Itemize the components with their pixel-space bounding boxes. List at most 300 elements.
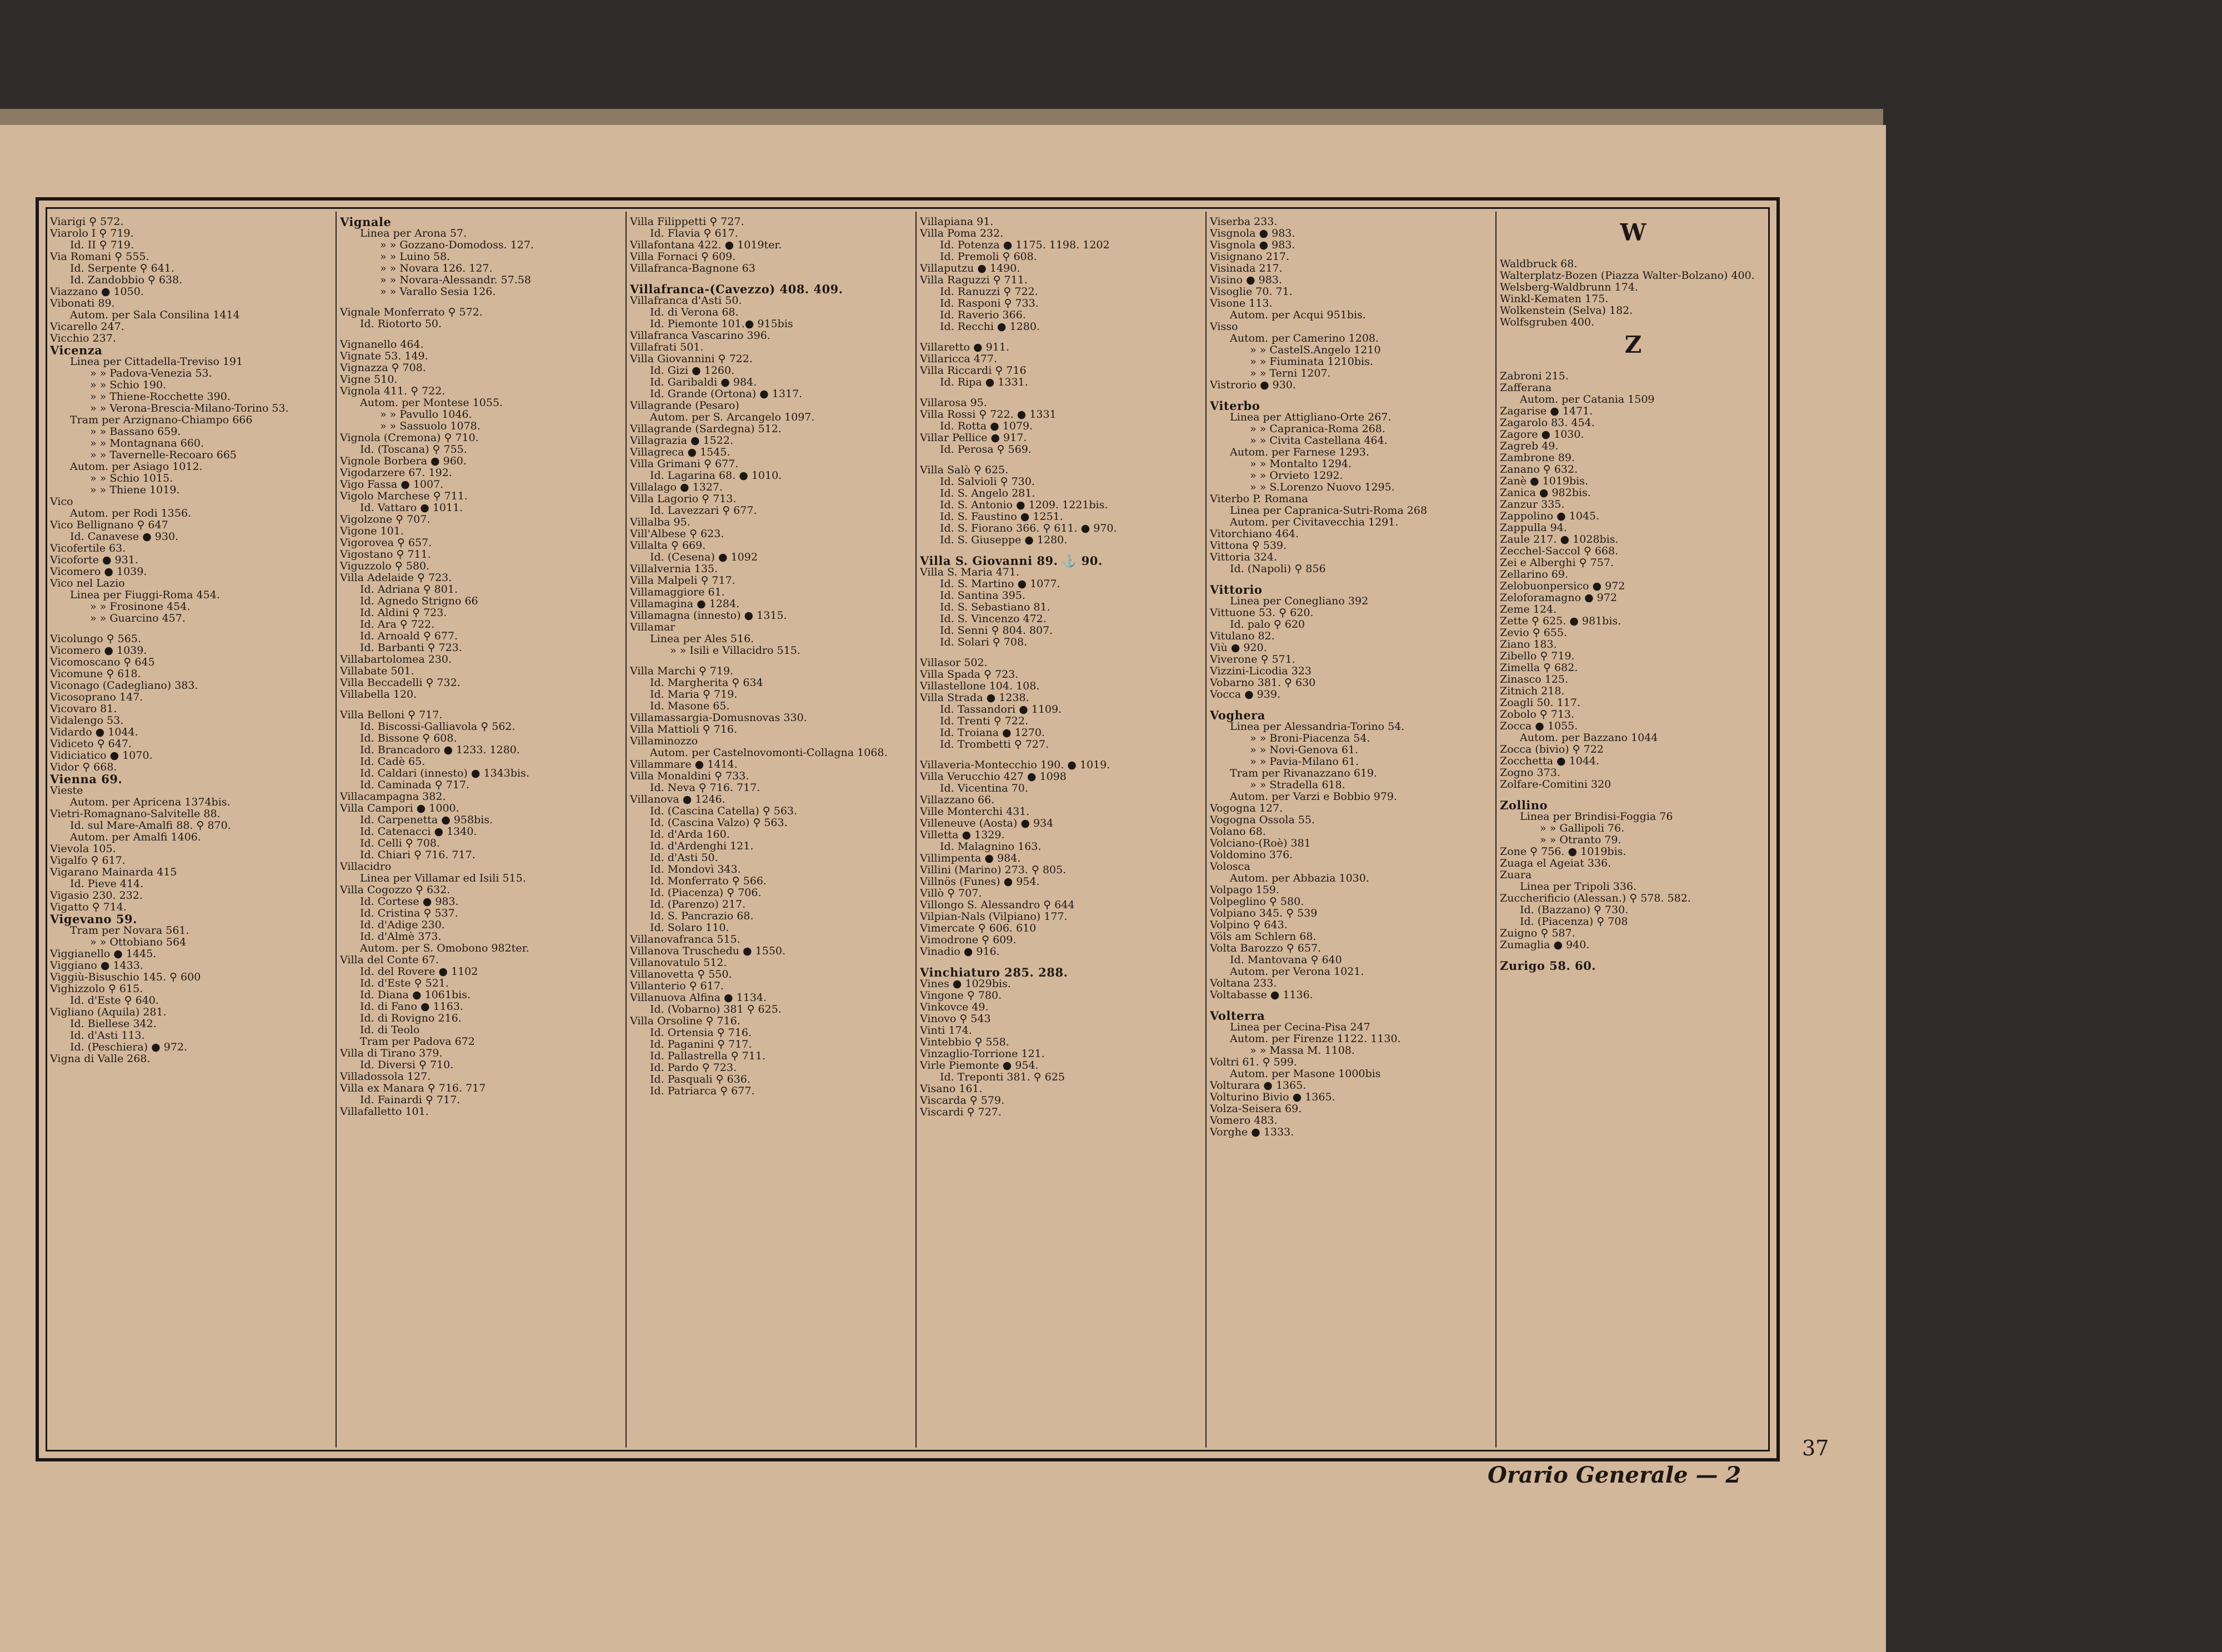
index-entry: Id. Grande (Ortona) ● 1317. — [650, 388, 803, 400]
index-entry: Villagrande (Pesaro) — [630, 399, 739, 412]
index-entry: Vigalfo ⚲ 617. — [50, 854, 126, 867]
index-entry: Zappulla 94. — [1500, 522, 1567, 534]
index-entry: » » Schio 1015. — [90, 472, 173, 484]
index-entry: Viguzzolo ⚲ 580. — [340, 560, 430, 572]
page-number: 37 — [1802, 1436, 1829, 1460]
index-entry: » » Verona-Brescia-Milano-Torino 53. — [90, 402, 289, 414]
index-entry: Villastellone 104. 108. — [920, 680, 1040, 692]
index-entry: Villar Pellice ● 917. — [920, 432, 1027, 444]
index-entry: Autom. per Camerino 1208. — [1230, 332, 1379, 344]
index-entry: Id. S. Faustino ● 1251. — [940, 510, 1063, 523]
index-entry: Vinadio ● 916. — [920, 945, 1000, 958]
index-entry: Villini (Marino) 273. ⚲ 805. — [920, 864, 1067, 876]
index-entry: Villa Rossi ⚲ 722. ● 1331 — [920, 408, 1057, 420]
index-entry: Villa Mattioli ⚲ 716. — [630, 723, 738, 735]
index-entry: Villimpenta ● 984. — [920, 852, 1021, 864]
index-entry: Villaricca 477. — [920, 353, 998, 365]
index-entry: Linea per Tripoli 336. — [1520, 880, 1637, 893]
index-entry: Visso — [1210, 321, 1238, 333]
index-entry: Id. Brancadoro ● 1233. 1280. — [360, 744, 520, 756]
index-entry: Id. Aldini ⚲ 723. — [360, 607, 447, 619]
index-entry: Id. Cortese ● 983. — [360, 895, 459, 908]
index-entry: Vogogna 127. — [1210, 802, 1283, 814]
index-entry: Id. di Verona 68. — [650, 306, 739, 318]
timetable-index-frame — [36, 197, 1780, 1461]
index-entry: Villalvernia 135. — [630, 563, 718, 575]
index-entry: Vignola (Cremona) ⚲ 710. — [340, 432, 479, 444]
index-entry: Zaule 217. ● 1028bis. — [1500, 533, 1619, 545]
index-entry: Id. S. Antonio ● 1209. 1221bis. — [940, 499, 1108, 511]
index-entry: Villafranca-Bagnone 63 — [630, 262, 755, 274]
column-divider — [915, 212, 917, 1448]
index-entry: Linea per Alessandria-Torino 54. — [1230, 720, 1405, 733]
index-entry: Voltri 61. ⚲ 599. — [1210, 1056, 1297, 1068]
index-entry: Id. Lavezzari ⚲ 677. — [650, 504, 757, 517]
index-entry: Zuara — [1500, 869, 1532, 881]
index-entry: Voltabasse ● 1136. — [1210, 989, 1313, 1001]
index-entry: Autom. per Catania 1509 — [1520, 393, 1655, 406]
index-entry: Vigolzone ⚲ 707. — [340, 513, 431, 525]
index-entry: Vico nel Lazio — [50, 577, 125, 589]
index-entry: Via Romani ⚲ 555. — [50, 251, 149, 263]
index-entry: Id. Mantovana ⚲ 640 — [1230, 954, 1342, 966]
index-entry: Vingone ⚲ 780. — [920, 989, 1002, 1002]
index-entry: Vigasio 230. 232. — [50, 889, 143, 902]
index-entry: Linea per Villamar ed Isili 515. — [360, 872, 526, 884]
index-entry: Id. (Napoli) ⚲ 856 — [1230, 563, 1326, 575]
index-heading: Voghera — [1210, 708, 1265, 722]
index-entry: Vittona ⚲ 539. — [1210, 539, 1287, 552]
index-entry: Tram per Novara 561. — [70, 924, 189, 937]
index-entry: Zagarise ● 1471. — [1500, 405, 1593, 417]
index-entry: Villaputzu ● 1490. — [920, 262, 1020, 274]
index-entry: Id. Ripa ● 1331. — [940, 376, 1028, 388]
index-entry: » » Guarcino 457. — [90, 612, 186, 624]
index-entry: Id. Piemonte 101.● 915bis — [650, 318, 793, 330]
index-entry: Id. Lagarina 68. ● 1010. — [650, 469, 782, 482]
index-entry: Villa Campori ● 1000. — [340, 802, 459, 814]
column-divider — [1205, 212, 1207, 1448]
index-entry: Vicosoprano 147. — [50, 691, 143, 703]
index-entry: Vietri-Romagnano-Salvitelle 88. — [50, 808, 221, 820]
index-entry: Villamagina ● 1284. — [630, 598, 740, 610]
index-entry: Vigna di Valle 268. — [50, 1053, 151, 1065]
index-entry: » » Ottobiano 564 — [90, 936, 187, 948]
index-entry: Id. Tassandori ● 1109. — [940, 703, 1062, 715]
index-entry: Vimodrone ⚲ 609. — [920, 934, 1017, 946]
index-entry: Viarigi ⚲ 572. — [50, 216, 124, 228]
index-entry: Id. (Toscana) ⚲ 755. — [360, 443, 467, 455]
index-entry: Id. (Piacenza) ⚲ 706. — [650, 887, 762, 899]
index-entry: » » Orvieto 1292. — [1250, 469, 1343, 482]
index-entry: Id. Pieve 414. — [70, 878, 144, 890]
index-entry: Id. Garibaldi ● 984. — [650, 376, 757, 388]
index-entry: Zuigno ⚲ 587. — [1500, 927, 1575, 939]
index-entry: Vidalengo 53. — [50, 714, 124, 727]
index-entry: Id. S. Pancrazio 68. — [650, 910, 754, 922]
index-entry: Villalba 95. — [630, 516, 690, 528]
index-entry: Visinada 217. — [1210, 262, 1283, 274]
index-entry: Villanovetta ⚲ 550. — [630, 968, 732, 980]
index-entry: Id. Solaro 110. — [650, 922, 729, 934]
index-entry: Zogno 373. — [1500, 767, 1560, 779]
index-entry: Id. Santina 395. — [940, 589, 1025, 602]
index-entry: Vignanello 464. — [340, 338, 424, 351]
column-divider — [336, 212, 337, 1448]
index-entry: Autom. per Sala Consilina 1414 — [70, 309, 240, 321]
index-entry: Id. Catenacci ● 1340. — [360, 825, 477, 838]
index-entry: Villa Raguzzi ⚲ 711. — [920, 274, 1028, 286]
index-entry: Villa Giovannini ⚲ 722. — [630, 353, 753, 365]
index-entry: Villa Beccadelli ⚲ 732. — [340, 677, 461, 689]
index-entry: Villanova Truschedu ● 1550. — [630, 945, 786, 957]
index-entry: Vorghe ● 1333. — [1210, 1126, 1294, 1138]
index-entry: Autom. per S. Omobono 982ter. — [360, 942, 529, 954]
index-entry: Id. Raverio 366. — [940, 309, 1026, 321]
index-entry: Vinkovce 49. — [920, 1001, 989, 1013]
index-entry: Visano 161. — [920, 1083, 983, 1095]
index-entry: Zanzur 335. — [1500, 498, 1565, 510]
index-entry: » » S.Lorenzo Nuovo 1295. — [1250, 481, 1395, 493]
index-entry: Vieste — [50, 784, 83, 797]
index-entry: Villa Belloni ⚲ 717. — [340, 709, 443, 721]
index-entry: Villasor 502. — [920, 657, 988, 669]
index-entry: Id. di Fano ● 1163. — [360, 1000, 463, 1013]
index-entry: Id. Perosa ⚲ 569. — [940, 443, 1032, 455]
index-entry: Id. Patriarca ⚲ 677. — [650, 1085, 755, 1097]
index-entry: Id. Neva ⚲ 716. 717. — [650, 782, 760, 794]
index-entry: Zelobuonpersico ● 972 — [1500, 580, 1625, 592]
index-entry: Villa Marchi ⚲ 719. — [630, 665, 734, 677]
index-entry: Volano 68. — [1210, 825, 1266, 838]
index-column-2 — [340, 216, 622, 1444]
index-entry: Zocca (bivio) ⚲ 722 — [1500, 743, 1604, 755]
index-entry: Vittoria 324. — [1210, 551, 1278, 563]
index-entry: » » Fiuminata 1210bis. — [1250, 356, 1373, 368]
index-entry: Volpiano 345. ⚲ 539 — [1210, 907, 1318, 919]
index-entry: Vistrorio ● 930. — [1210, 379, 1296, 391]
index-entry: Zappolino ● 1045. — [1500, 510, 1600, 522]
index-entry: Id. (Piacenza) ⚲ 708 — [1520, 915, 1628, 928]
index-entry: Villaretto ● 911. — [920, 341, 1009, 353]
index-entry: Id. Caminada ⚲ 717. — [360, 779, 470, 791]
index-entry: » » Bassano 659. — [90, 425, 181, 438]
index-entry: Viserba 233. — [1210, 216, 1278, 228]
index-entry: Villanova ● 1246. — [630, 793, 725, 805]
index-entry: Vidiceto ⚲ 647. — [50, 738, 132, 750]
index-entry: » » Frosinone 454. — [90, 600, 191, 613]
index-entry: Zimella ⚲ 682. — [1500, 662, 1578, 674]
index-entry: Villacampagna 382. — [340, 790, 446, 803]
index-entry: Id. (Cascina Valzo) ⚲ 563. — [650, 817, 788, 829]
index-entry: » » Novara 126. 127. — [380, 262, 493, 274]
index-entry: » » Massa M. 1108. — [1250, 1044, 1355, 1057]
index-entry: Villa di Tirano 379. — [340, 1047, 443, 1059]
index-entry: Linea per Conegliano 392 — [1230, 595, 1369, 607]
index-entry: Vittuone 53. ⚲ 620. — [1210, 607, 1314, 619]
index-entry: » » Pavullo 1046. — [380, 408, 472, 420]
index-entry: Villnös (Funes) ● 954. — [920, 875, 1040, 888]
index-entry: Villabartolomea 230. — [340, 653, 452, 665]
index-entry: Id. Vicentina 70. — [940, 782, 1028, 794]
index-entry: Id. Fainardi ⚲ 717. — [360, 1094, 461, 1106]
index-entry: Autom. per Acqui 951bis. — [1230, 309, 1366, 321]
index-entry: Id. Treponti 381. ⚲ 625 — [940, 1071, 1065, 1083]
index-entry: Villalago ● 1327. — [630, 481, 723, 493]
index-column-3 — [630, 216, 912, 1444]
index-entry: Id. (Peschiera) ● 972. — [70, 1041, 188, 1053]
index-entry: Volza-Seisera 69. — [1210, 1103, 1302, 1115]
index-entry: Zanè ● 1019bis. — [1500, 475, 1589, 487]
index-entry: Vicomoscano ⚲ 645 — [50, 656, 155, 668]
index-entry: Ville Monterchi 431. — [920, 805, 1030, 818]
index-entry: Villa Spada ⚲ 723. — [920, 668, 1019, 680]
index-entry: Viverone ⚲ 571. — [1210, 653, 1295, 665]
index-entry: Zumaglia ● 940. — [1500, 939, 1590, 951]
index-entry: Villa Cogozzo ⚲ 632. — [340, 884, 451, 896]
index-entry: Villamagna (innesto) ● 1315. — [630, 609, 787, 622]
index-heading: Viterbo — [1210, 399, 1260, 413]
index-entry: Id. Barbanti ⚲ 723. — [360, 642, 462, 654]
index-entry: Id. Rasponi ⚲ 733. — [940, 297, 1039, 309]
index-entry: Villanovatulo 512. — [630, 957, 727, 969]
index-entry: Zabroni 215. — [1500, 370, 1569, 382]
index-entry: Id. d'Ardenghi 121. — [650, 840, 754, 852]
index-entry: Vicchio 237. — [50, 332, 116, 344]
index-entry: Vicomune ⚲ 618. — [50, 668, 141, 680]
index-entry: Id. Chiari ⚲ 716. 717. — [360, 849, 476, 861]
index-entry: Zitnich 218. — [1500, 685, 1565, 697]
index-entry: Autom. per Montese 1055. — [360, 397, 503, 409]
index-entry: Villabella 120. — [340, 688, 417, 700]
index-entry: Vill'Albese ⚲ 623. — [630, 528, 724, 540]
index-entry: Id. Pardo ⚲ 723. — [650, 1062, 737, 1074]
index-entry: Wolkenstein (Selva) 182. — [1500, 304, 1633, 317]
index-entry: Id. d'Adige 230. — [360, 919, 445, 931]
index-entry: Linea per Attigliano-Orte 267. — [1230, 411, 1392, 423]
index-entry: Villa Salò ⚲ 625. — [920, 464, 1009, 476]
index-entry: Id. Bissone ⚲ 608. — [360, 732, 457, 744]
index-entry: Vogogna Ossola 55. — [1210, 814, 1315, 826]
index-entry: Villa Orsoline ⚲ 716. — [630, 1015, 740, 1027]
index-entry: » » Schio 190. — [90, 379, 167, 391]
index-entry: Vinzaglio-Torrione 121. — [920, 1048, 1045, 1060]
index-entry: Villazzano 66. — [920, 794, 995, 806]
index-entry: Volciano-(Roè) 381 — [1210, 837, 1311, 849]
index-entry: Id. (Vobarno) 381 ⚲ 625. — [650, 1003, 782, 1015]
index-entry: Villa Malpeli ⚲ 717. — [630, 574, 735, 587]
index-entry: Vigodarzere 67. 192. — [340, 467, 452, 479]
index-entry: Zellarino 69. — [1500, 568, 1569, 580]
index-entry: » » Gallipoli 76. — [1540, 822, 1625, 834]
index-entry: Id. Adriana ⚲ 801. — [360, 583, 458, 595]
index-entry: Visgnola ● 983. — [1210, 239, 1295, 251]
column-divider — [625, 212, 627, 1448]
index-entry: Id. d'Arda 160. — [650, 828, 730, 840]
index-entry: Villò ⚲ 707. — [920, 887, 982, 899]
index-heading: Vignale — [340, 216, 392, 229]
index-entry: Villabate 501. — [340, 665, 414, 677]
index-entry: Id. Paganini ⚲ 717. — [650, 1038, 752, 1050]
index-entry: Villa S. Maria 471. — [920, 566, 1020, 578]
index-entry: Linea per Arona 57. — [360, 227, 467, 239]
index-entry: Viazzano ● 1050. — [50, 286, 144, 298]
index-entry: Villa ex Manara ⚲ 716. 717 — [340, 1082, 486, 1094]
index-entry: Vimercate ⚲ 606. 610 — [920, 922, 1037, 934]
section-letter: W — [1620, 219, 1647, 246]
index-entry: Villafontana 422. ● 1019ter. — [630, 239, 782, 251]
index-entry: Id. Troiana ● 1270. — [940, 727, 1045, 739]
index-entry: » » Varallo Sesia 126. — [380, 286, 496, 298]
index-entry: Vigatto ⚲ 714. — [50, 901, 127, 913]
index-entry: Id. Cristina ⚲ 537. — [360, 907, 458, 919]
index-entry: Id. Senni ⚲ 804. 807. — [940, 624, 1053, 637]
index-entry: Id. S. Martino ● 1077. — [940, 578, 1060, 590]
index-entry: Volturino Bivio ● 1365. — [1210, 1091, 1335, 1103]
footer-title: Orario Generale — 2 — [1488, 1462, 1741, 1488]
index-entry: Id. palo ⚲ 620 — [1230, 618, 1305, 630]
index-entry: Zoagli 50. 117. — [1500, 697, 1580, 709]
index-entry: Vines ● 1029bis. — [920, 978, 1011, 990]
index-entry: Villafrati 501. — [630, 341, 704, 353]
index-entry: Villamassargia-Domusnovas 330. — [630, 712, 807, 724]
index-heading: Vigevano 59. — [50, 912, 137, 926]
index-entry: Vinovo ⚲ 543 — [920, 1013, 991, 1025]
index-entry: Villa Lagorio ⚲ 713. — [630, 493, 737, 505]
index-entry: Vizzini-Licodia 323 — [1210, 665, 1312, 677]
index-entry: Id. Premoli ⚲ 608. — [940, 251, 1037, 263]
index-entry: Autom. per Asiago 1012. — [70, 460, 203, 473]
index-entry: Autom. per Bazzano 1044 — [1520, 732, 1658, 744]
index-entry: Tram per Arzignano-Chiampo 666 — [70, 414, 253, 426]
index-entry: Zeme 124. — [1500, 603, 1557, 615]
index-entry: » » Padova-Venezia 53. — [90, 367, 212, 379]
index-entry: Volpino ⚲ 643. — [1210, 919, 1288, 931]
index-heading: Villa S. Giovanni 89. ⚓ 90. — [920, 554, 1103, 568]
index-entry: Viscarda ⚲ 579. — [920, 1094, 1005, 1107]
index-entry: Vignola 411. ⚲ 722. — [340, 385, 446, 397]
index-entry: Villa Verucchio 427 ● 1098 — [920, 770, 1067, 783]
index-entry: Id. Serpente ⚲ 641. — [70, 262, 174, 274]
index-entry: Vicofertile 63. — [50, 542, 126, 554]
index-entry: Vitulano 82. — [1210, 630, 1275, 642]
index-entry: Id. d'Asti 50. — [650, 852, 718, 864]
index-entry: Linea per Cittadella-Treviso 191 — [70, 356, 243, 368]
index-entry: Autom. per Firenze 1122. 1130. — [1230, 1033, 1401, 1045]
index-entry: Autom. per Rodi 1356. — [70, 507, 192, 519]
index-entry: Vighizzolo ⚲ 615. — [50, 983, 143, 995]
index-entry: Autom. per Masone 1000bis — [1230, 1068, 1381, 1080]
index-heading: Villafranca-(Cavezzo) 408. 409. — [630, 282, 843, 296]
index-entry: » » Luino 58. — [380, 251, 451, 263]
index-entry: Viggiano ● 1433. — [50, 959, 143, 972]
index-entry: Vicovaro 81. — [50, 703, 117, 715]
index-entry: Id. Potenza ● 1175. 1198. 1202 — [940, 239, 1110, 251]
index-entry: Villagrande (Sardegna) 512. — [630, 423, 782, 435]
section-letter: Z — [1624, 331, 1642, 358]
index-entry: Zanica ● 982bis. — [1500, 487, 1591, 499]
index-entry: Villa Grimani ⚲ 677. — [630, 458, 739, 470]
index-entry: Villa del Conte 67. — [340, 954, 439, 966]
index-entry: Id. (Parenzo) 217. — [650, 898, 746, 910]
index-entry: Vicomero ● 1039. — [50, 565, 147, 578]
index-entry: Villa Monaldini ⚲ 733. — [630, 770, 749, 782]
index-entry: Id. Diana ● 1061bis. — [360, 989, 471, 1001]
index-entry: Autom. per Civitavecchia 1291. — [1230, 516, 1399, 528]
index-entry: Autom. per Abbazia 1030. — [1230, 872, 1369, 884]
index-entry: Zambrone 89. — [1500, 452, 1575, 464]
index-entry: Vievola 105. — [50, 843, 116, 855]
index-entry: Villagrazia ● 1522. — [630, 434, 733, 447]
index-entry: Id. Biscossi-Galliavola ⚲ 562. — [360, 720, 516, 733]
index-entry: Id. Recchi ● 1280. — [940, 321, 1040, 333]
index-entry: Id. Masone 65. — [650, 700, 730, 712]
index-entry: Id. di Rovigno 216. — [360, 1012, 462, 1024]
index-entry: Visone 113. — [1210, 297, 1273, 309]
index-entry: Villarosa 95. — [920, 397, 987, 409]
index-entry: Zocchetta ● 1044. — [1500, 755, 1600, 767]
index-entry: Id. Vattaro ● 1011. — [360, 502, 463, 514]
index-column-1 — [50, 216, 332, 1444]
index-entry: Id. Gizi ● 1260. — [650, 364, 735, 377]
index-entry: Villacidro — [340, 860, 392, 873]
index-entry: Zeloforamagno ● 972 — [1500, 592, 1617, 604]
index-entry: Villa Strada ● 1238. — [920, 692, 1029, 704]
index-entry: Walterplatz-Bozen (Piazza Walter-Bolzano) 400. — [1500, 269, 1755, 282]
index-entry: Vomero 483. — [1210, 1114, 1278, 1127]
index-column-6 — [1500, 216, 1766, 1444]
index-entry: Vigliano (Aquila) 281. — [50, 1006, 167, 1018]
index-entry: » » Tavernelle-Recoaro 665 — [90, 449, 237, 461]
index-entry: Id. Arnoald ⚲ 677. — [360, 630, 458, 642]
index-entry: Vigostano ⚲ 711. — [340, 548, 431, 560]
index-entry: Vigorovea ⚲ 657. — [340, 537, 432, 549]
index-entry: » » Thiene 1019. — [90, 484, 180, 496]
index-heading: Volterra — [1210, 1009, 1265, 1023]
index-entry: Id. Trombetti ⚲ 727. — [940, 738, 1049, 750]
index-entry: Vicolungo ⚲ 565. — [50, 633, 141, 645]
index-entry: Vitorchiano 464. — [1210, 528, 1299, 540]
index-entry: Id. Riotorto 50. — [360, 318, 442, 330]
index-entry: Villafranca Vascarino 396. — [630, 329, 770, 342]
index-entry: Id. Trenti ⚲ 722. — [940, 715, 1028, 727]
index-entry: Villeneuve (Aosta) ● 934 — [920, 817, 1054, 829]
index-entry: » » Isili e Villacidro 515. — [670, 644, 800, 657]
index-entry: Vicomero ● 1039. — [50, 644, 147, 657]
index-entry: Vidardo ● 1044. — [50, 726, 138, 738]
index-entry: Villapiana 91. — [920, 216, 994, 228]
index-entry: » » Otranto 79. — [1540, 834, 1622, 846]
index-entry: Villadossola 127. — [340, 1070, 431, 1083]
index-entry: Zafferana — [1500, 382, 1552, 394]
index-entry: Volta Barozzo ⚲ 657. — [1210, 942, 1322, 954]
index-entry: Voltana 233. — [1210, 977, 1277, 989]
index-entry: Id. S. Vincenzo 472. — [940, 613, 1047, 625]
index-column-5 — [1210, 216, 1492, 1444]
index-heading: Vittorio — [1210, 583, 1263, 597]
index-entry: Villaveria-Montecchio 190. ● 1019. — [920, 759, 1110, 771]
index-entry: Völs am Schlern 68. — [1210, 930, 1317, 943]
index-entry: Id. Diversi ⚲ 710. — [360, 1059, 454, 1071]
index-entry: Vintebbio ⚲ 558. — [920, 1036, 1009, 1048]
column-divider — [1495, 212, 1497, 1448]
index-entry: Villa Filippetti ⚲ 727. — [630, 216, 744, 228]
index-entry: Voldomino 376. — [1210, 849, 1293, 861]
index-entry: Id. Ortensia ⚲ 716. — [650, 1027, 752, 1039]
index-entry: Id. Carpenetta ● 958bis. — [360, 814, 493, 826]
index-entry: Id. del Rovere ● 1102 — [360, 965, 478, 978]
index-entry: Viconago (Cadegliano) 383. — [50, 679, 198, 692]
